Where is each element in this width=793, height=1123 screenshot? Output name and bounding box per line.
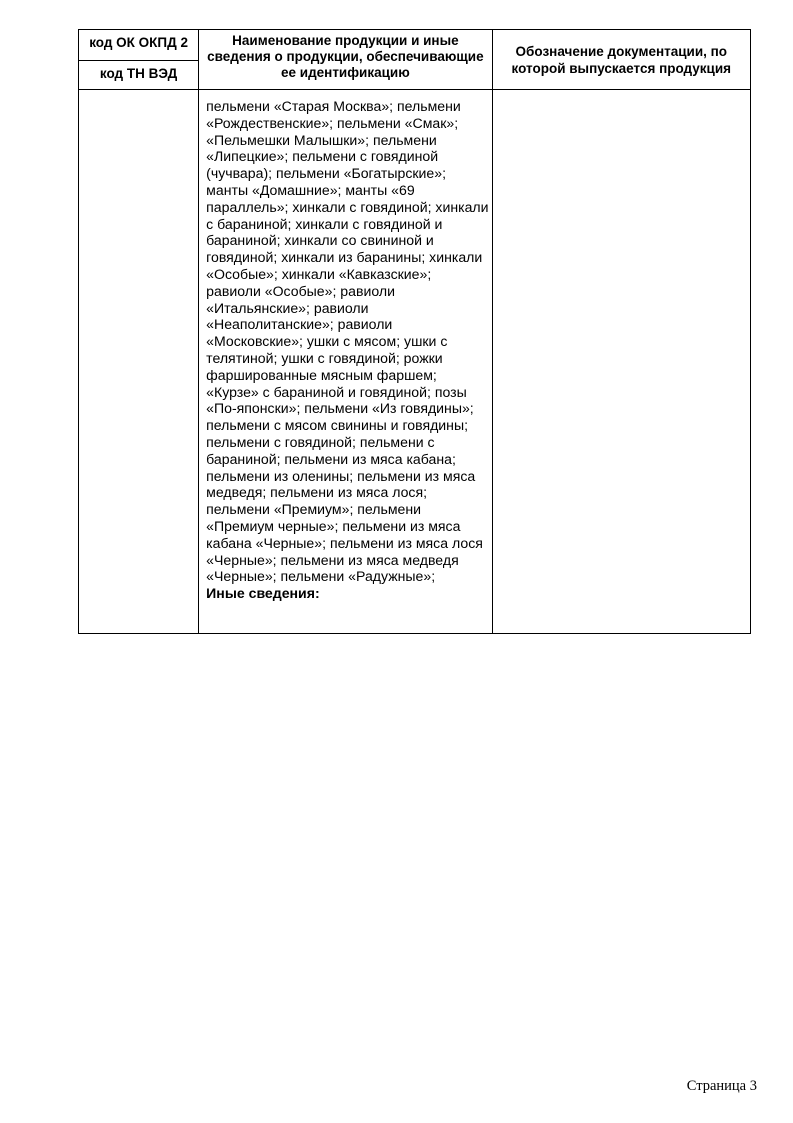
header-documentation: Обозначение документации, по которой выпускается продукция xyxy=(492,30,750,90)
product-table xyxy=(78,29,751,634)
table-row xyxy=(79,90,751,634)
header-product-name: Наименование продукции и иные сведения о продукции, обеспечивающие ее идентификацию xyxy=(199,30,492,90)
cell-okpd2 xyxy=(79,90,199,634)
header-okpd2: код ОК ОКПД 2 xyxy=(79,30,199,61)
page-number: Страница 3 xyxy=(686,1078,757,1094)
cell-products xyxy=(199,90,492,634)
other-info-label: Иные сведения: xyxy=(206,585,320,602)
header-tnved: код ТН ВЭД xyxy=(79,61,199,90)
cell-documentation xyxy=(492,90,750,634)
product-list-text: пельмени «Старая Москва»; пельмени «Рождественские»; пельмени «Смак»; «Пельмешки Малышки»; пельмени «Липецкие»; пельмени с говядиной (чучвара); пельмени «Богатырские»; манты «Домашние»; манты «69 параллель»; хинкали с говядиной; хинкали с бараниной; хинкали с говядиной и бараниной; хинкали со свининой и говядиной; хинкали из баранины; хинкали «Особые»; хинкали «Кавказские»; равиоли «Особые»; равиоли «Итальянские»; равиоли «Неаполитанские»; равиоли «Московские»; ушки с мясом; ушки с телятиной; ушки с говядиной; рожки фаршированные мясным фаршем; «Курзе» с бараниной и говядиной; позы «По-японски»; пельмени «Из говядины»; пельмени с мясом свинины и говядины; пельмени с говядиной; пельмени с бараниной; пельмени из мяса кабана; пельмени из оленины; пельмени из мяса медведя; пельмени из мяса лося; пельмени «Премиум»; пельмени «Премиум черные»; пельмени из мяса кабана «Черные»; пельмени из мяса лося «Черные»; пельмени из мяса медведя «Черные»; пельмени «Радужные»; xyxy=(206,98,489,585)
